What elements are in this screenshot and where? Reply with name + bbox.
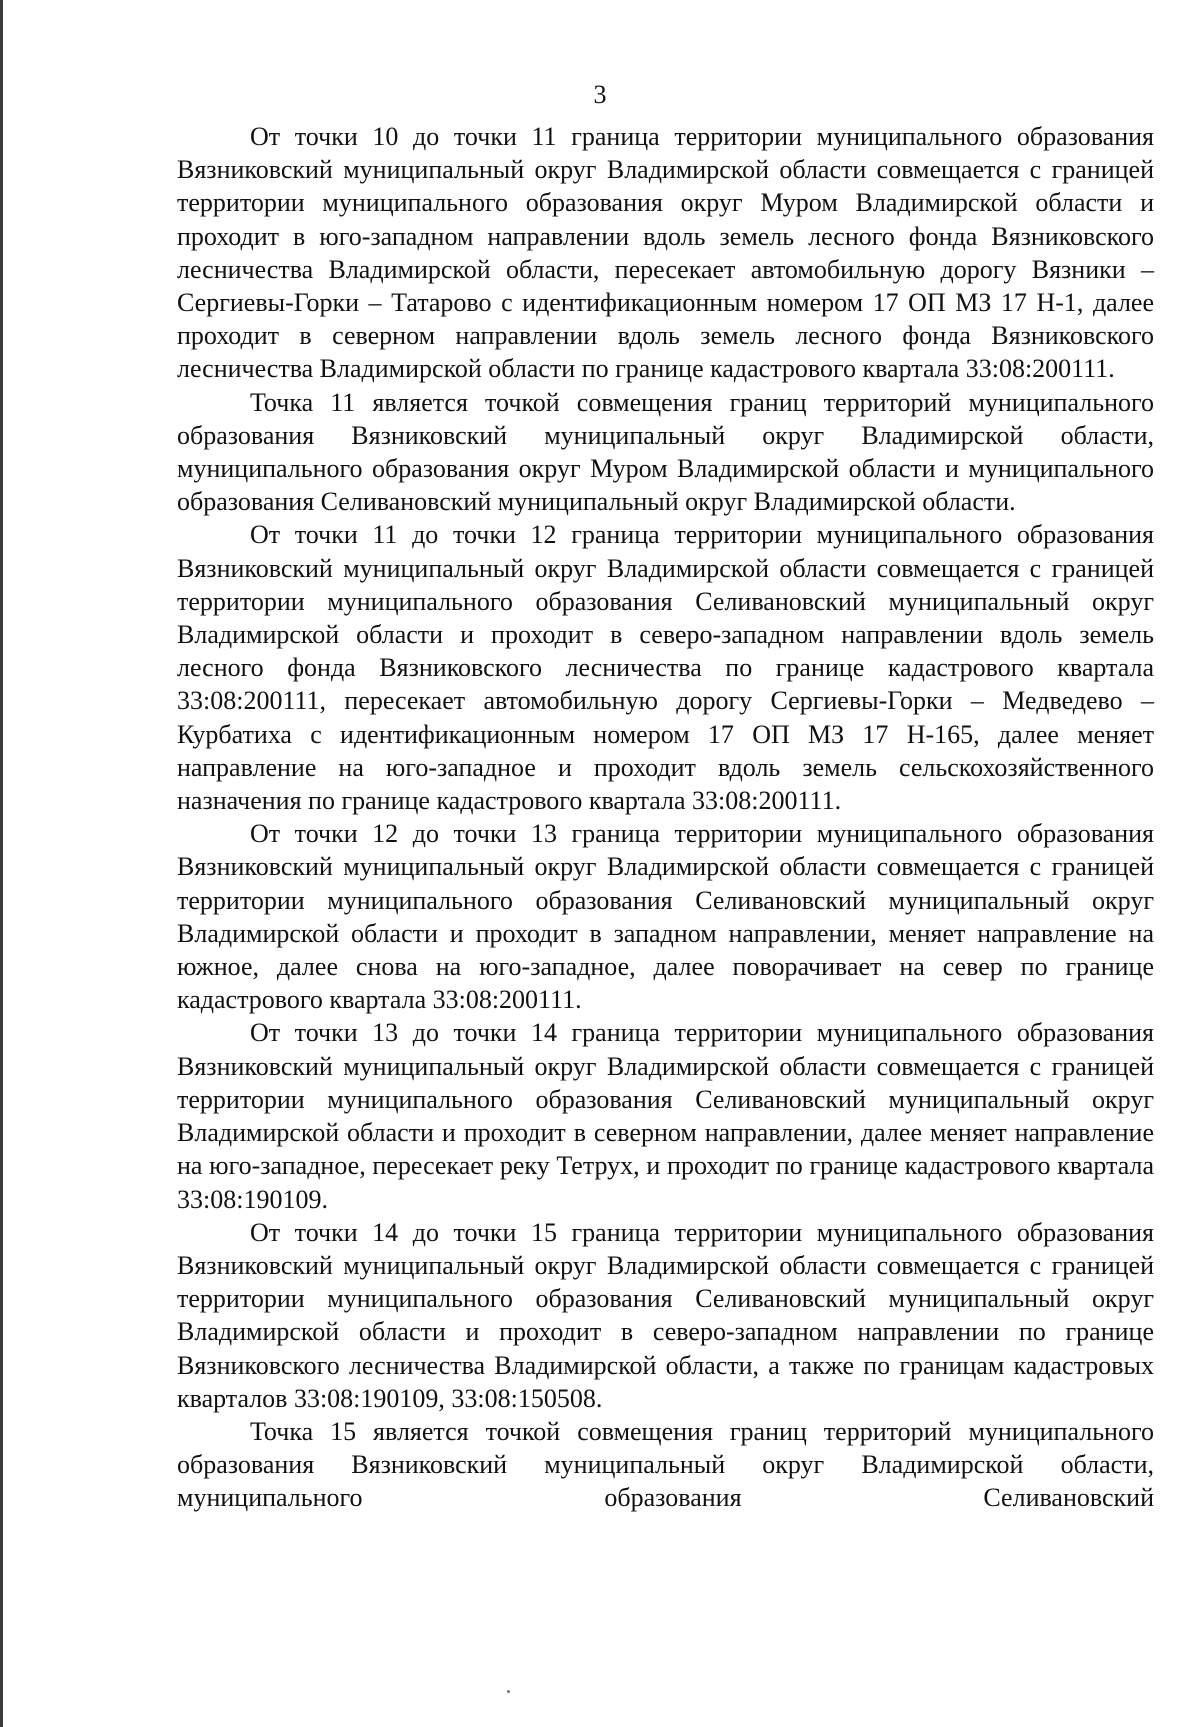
paragraph-point-15: Точка 15 является точкой совмещения границ территорий муниципального образования Вязниковский муниципальный округ Владимирской области, муниципального образования Селивановский bbox=[177, 1416, 1154, 1513]
document-body bbox=[177, 120, 1154, 1515]
paragraph-point-10-11: От точки 10 до точки 11 граница территории муниципального образования Вязниковский муниципальный округ Владимирской области совмещается с границей территории муниципального образования округ Муром Владимирской области и проходит в юго-западном направлении вдоль земель лесного фонда Вязниковского лесничества Владимирской области, пересекает автомобильную дорогу Вязники – Сергиевы-Горки – Татарово с идентификационным номером 17 ОП МЗ 17 Н-1, далее проходит в северном направлении вдоль земель лесного фонда Вязниковского лесничества Владимирской области по границе кадастрового квартала 33:08:200111. bbox=[177, 122, 1154, 384]
paragraph-point-12-13: От точки 12 до точки 13 граница территории муниципального образования Вязниковский муниципальный округ Владимирской области совмещается с границей территории муниципального образования Селивановский муниципальный округ Владимирской области и проходит в западном направлении, меняет направление на южное, далее снова на юго-западное, далее поворачивает на север по границе кадастрового квартала 33:08:200111. bbox=[177, 819, 1154, 1015]
paragraph-point-13-14: От точки 13 до точки 14 граница территории муниципального образования Вязниковский муниципальный округ Владимирской области совмещается с границей территории муниципального образования Селивановский муниципальный округ Владимирской области и проходит в северном направлении, далее меняет направление на юго-западное, пересекает реку Тетрух, и проходит по границе кадастрового квартала 33:08:190109. bbox=[177, 1018, 1154, 1214]
scan-speck bbox=[507, 1690, 510, 1693]
page-number: 3 bbox=[593, 80, 607, 109]
scan-left-edge bbox=[0, 0, 3, 1727]
paragraph-point-11-12: От точки 11 до точки 12 граница территории муниципального образования Вязниковский муниципальный округ Владимирской области совмещается с границей территории муниципального образования Селивановский муниципальный округ Владимирской области и проходит в северо-западном направлении вдоль земель лесного фонда Вязниковского лесничества по границе кадастрового квартала 33:08:200111, пересекает автомобильную дорогу Сергиевы-Горки – Медведево – Курбатиха с идентификационным номером 17 ОП МЗ 17 Н-165, далее меняет направление на юго-западное и проходит вдоль земель сельскохозяйственного назначения по границе кадастрового квартала 33:08:200111. bbox=[177, 520, 1154, 816]
paragraph-point-14-15: От точки 14 до точки 15 граница территории муниципального образования Вязниковский муниципальный округ Владимирской области совмещается с границей территории муниципального образования Селивановский муниципальный округ Владимирской области и проходит в северо-западном направлении по границе Вязниковского лесничества Владимирской области, а также по границам кадастровых кварталов 33:08:190109, 33:08:150508. bbox=[177, 1217, 1154, 1413]
paragraph-point-11: Точка 11 является точкой совмещения границ территорий муниципального образования Вязниковский муниципальный округ Владимирской области, муниципального образования округ Муром Владимирской области и муниципального образования Селивановский муниципальный округ Владимирской области. bbox=[177, 387, 1154, 517]
